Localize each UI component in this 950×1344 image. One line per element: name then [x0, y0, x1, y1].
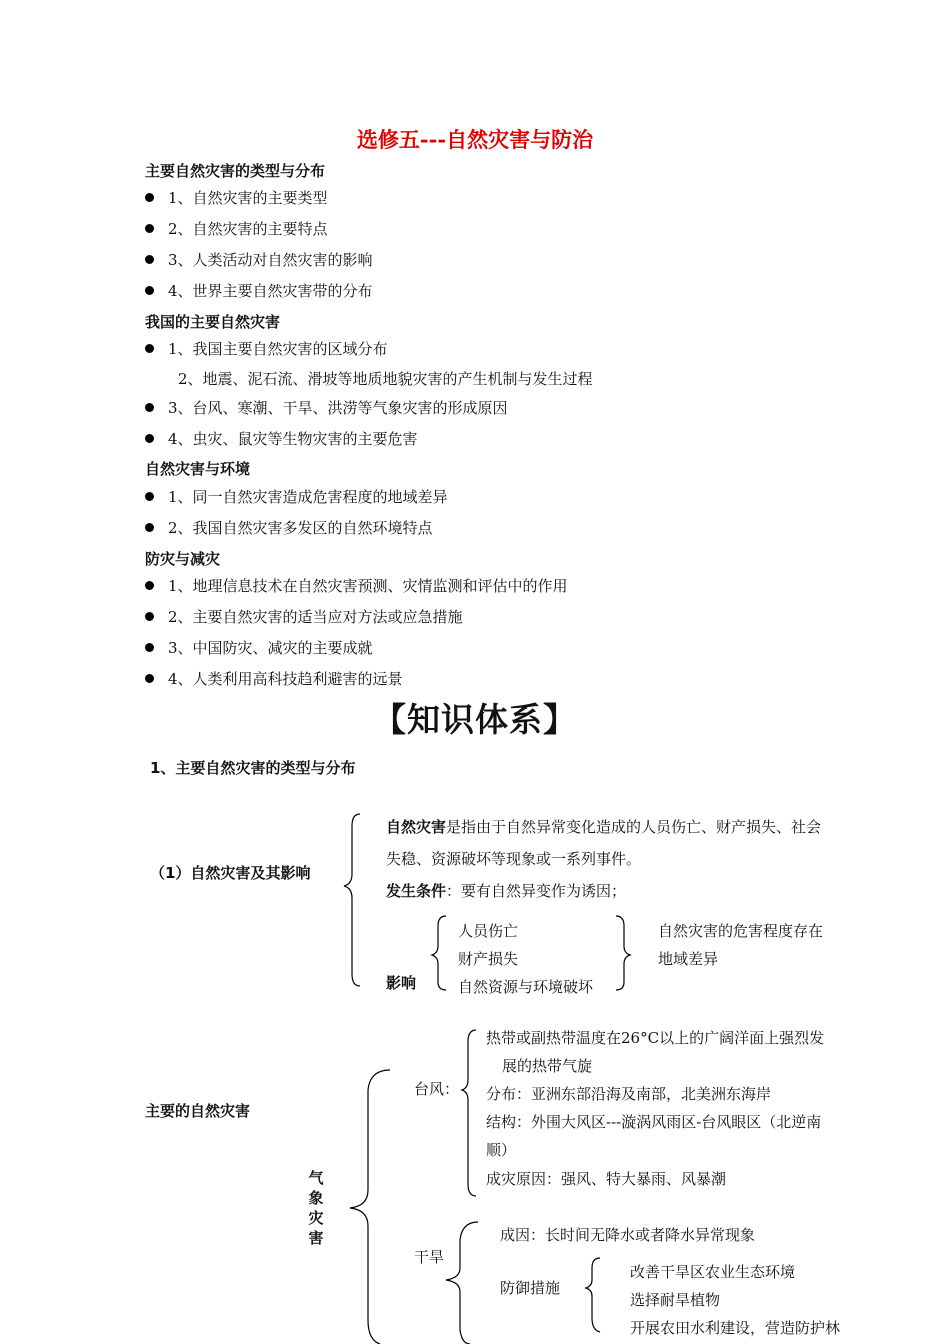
list-item: 3、中国防灾、减灾的主要成就 [145, 637, 373, 658]
impact-note: 自然灾害的危害程度存在 [658, 922, 824, 940]
impact-item: 人员伤亡 [458, 922, 519, 940]
list-item: 2、地震、泥石流、滑坡等地质地貌灾害的产生机制与发生过程 [178, 370, 593, 388]
measure-item: 改善干旱区农业生态环境 [630, 1263, 796, 1281]
typhoon-line: 分布：亚洲东部沿海及南部，北美洲东海岸 [486, 1085, 772, 1103]
impact-note: 地域差异 [658, 950, 719, 968]
section-heading: 自然灾害与环境 [145, 460, 251, 478]
brace-impacts-left [432, 916, 446, 990]
list-item: 2、主要自然灾害的适当应对方法或应急措施 [145, 606, 463, 627]
condition-line: 发生条件：要有自然异变作为诱因； [386, 882, 627, 900]
drought-cause: 成因：长时间无降水或者降水异常现象 [500, 1226, 756, 1244]
list-item: 1、地理信息技术在自然灾害预测、灾情监测和评估中的作用 [145, 575, 568, 596]
part2-label: 主要的自然灾害 [145, 1102, 251, 1120]
definition-line: 自然灾害是指由于自然异常变化造成的人员伤亡、财产损失、社会 [386, 818, 822, 836]
typhoon-line: 顺） [486, 1141, 517, 1159]
impact-label: 影响 [386, 974, 417, 992]
typhoon-line: 结构：外围大风区---漩涡风雨区-台风眼区（北逆南 [486, 1113, 822, 1131]
list-item: 3、人类活动对自然灾害的影响 [145, 249, 373, 270]
section-heading: 防灾与减灾 [145, 550, 221, 568]
subsection-heading: 1、主要自然灾害的类型与分布 [150, 759, 356, 777]
typhoon-line: 成灾原因：强风、特大暴雨、风暴潮 [486, 1170, 727, 1188]
page-title: 选修五---自然灾害与防治 [356, 127, 594, 152]
list-item: 3、台风、寒潮、干旱、洪涝等气象灾害的形成原因 [145, 397, 508, 418]
brace-part1 [344, 814, 360, 986]
drought-label: 干旱 [414, 1248, 445, 1266]
list-item: 4、人类利用高科技趋利避害的远景 [145, 668, 403, 689]
section-heading: 我国的主要自然灾害 [145, 313, 281, 331]
list-item: 1、我国主要自然灾害的区域分布 [145, 338, 388, 359]
knowledge-heading: 【知识体系】 [373, 700, 577, 739]
brace-measures [586, 1258, 600, 1332]
measure-item: 开展农田水利建设，营造防护林 [630, 1319, 841, 1337]
list-item: 1、自然灾害的主要类型 [145, 187, 328, 208]
part1-label: （1）自然灾害及其影响 [150, 864, 311, 882]
brace-drought [446, 1222, 478, 1344]
brace-main-disasters [350, 1070, 390, 1344]
list-item: 1、同一自然灾害造成危害程度的地域差异 [145, 486, 448, 507]
impact-item: 自然资源与环境破坏 [458, 978, 594, 996]
list-item: 2、我国自然灾害多发区的自然环境特点 [145, 517, 433, 538]
section-heading: 主要自然灾害的类型与分布 [145, 162, 326, 180]
list-item: 4、虫灾、鼠灾等生物灾害的主要危害 [145, 428, 418, 449]
definition-line: 失稳、资源破坏等现象或一系列事件。 [386, 850, 642, 868]
brace-impacts-right [616, 916, 630, 990]
typhoon-label: 台风： [414, 1080, 460, 1098]
typhoon-line: 热带或副热带温度在26°C以上的广阔洋面上强烈发 [486, 1029, 825, 1047]
impact-item: 财产损失 [458, 950, 519, 968]
typhoon-line: 展的热带气旋 [502, 1057, 593, 1075]
brace-typhoon [462, 1030, 476, 1196]
list-item: 2、自然灾害的主要特点 [145, 218, 328, 239]
category-label: 气象灾害 [308, 1169, 324, 1247]
measure-item: 选择耐旱植物 [630, 1291, 721, 1309]
measure-label: 防御措施 [500, 1279, 561, 1297]
list-item: 4、世界主要自然灾害带的分布 [145, 280, 373, 301]
